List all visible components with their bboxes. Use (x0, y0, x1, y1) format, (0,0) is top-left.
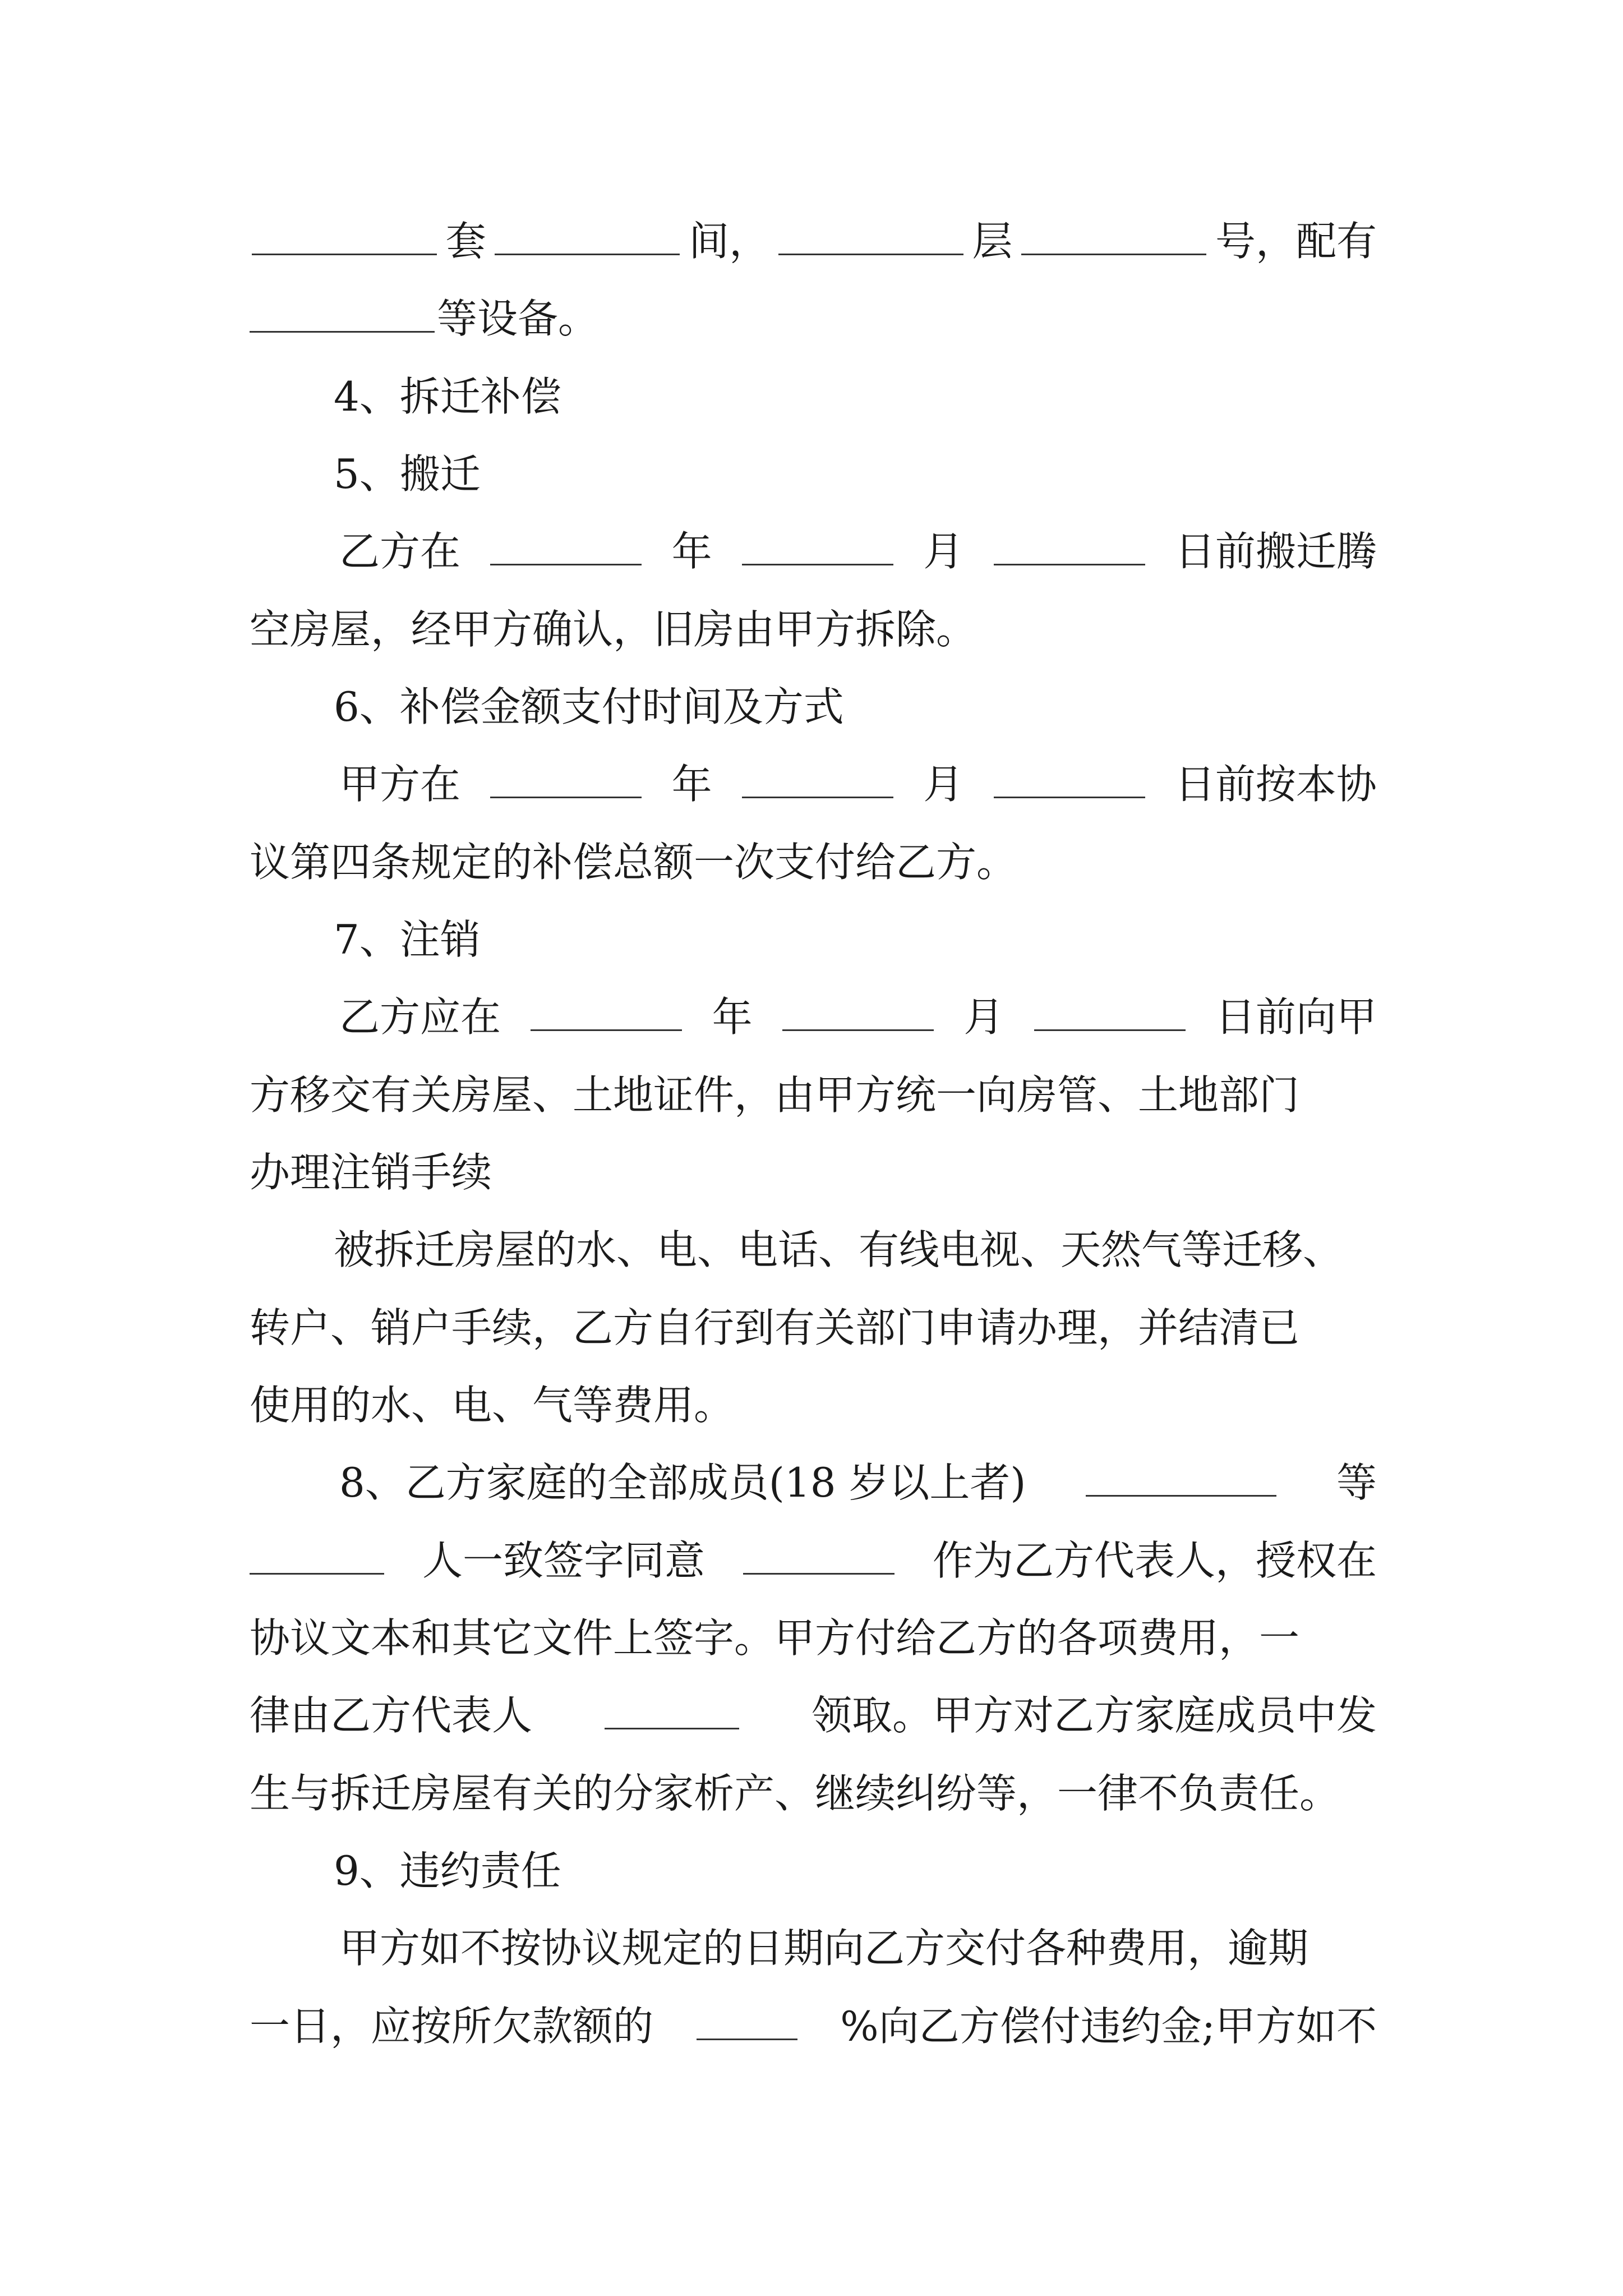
fill-blank (778, 214, 963, 255)
text-span: 一日，应按所欠款额的 (250, 2003, 654, 2050)
fill-blank (697, 1999, 797, 2040)
text-span: 月 (923, 761, 964, 808)
text-span: 号，配有 (1215, 218, 1377, 265)
text-line: 空房屋，经甲方确认，旧房由甲方拆除。 (250, 606, 977, 653)
text-line (250, 1993, 1377, 2060)
text-line: 方移交有关房屋、土地证件，由甲方统一向房管、土地部门 (250, 1071, 1300, 1119)
text-line: 协议文本和其它文件上签字。甲方付给乙方的各项费用，一 (250, 1614, 1300, 1662)
text-span: 年 (671, 528, 712, 575)
text-span: 律由乙方代表人 (250, 1692, 533, 1739)
text-span: 年 (671, 761, 712, 808)
fill-blank (250, 1534, 384, 1575)
text-line: 转户、销户手续，乙方自行到有关部门申请办理，并结清已 (250, 1304, 1300, 1351)
text-span: 人一致签字同意 (422, 1537, 705, 1584)
text-span: 等 (1336, 1459, 1377, 1506)
section-heading: 4、拆迁补偿 (334, 373, 561, 420)
text-span: 8、乙方家庭的全部成员(18 岁以上者) (339, 1459, 1026, 1506)
text-line (250, 1682, 1377, 1749)
fill-blank (1086, 1456, 1276, 1497)
fill-blank (252, 214, 437, 255)
fill-blank (1034, 990, 1186, 1031)
fill-blank (490, 524, 642, 565)
text-span: %向乙方偿付违约金;甲方如不 (840, 2003, 1377, 2050)
text-span: 层 (972, 218, 1013, 265)
text-span: 套 (445, 218, 486, 265)
section-heading: 5、搬迁 (334, 450, 481, 498)
text-span: 领取。甲方对乙方家庭成员中发 (811, 1692, 1377, 1739)
fill-blank (743, 1534, 895, 1575)
section-heading: 6、补偿金额支付时间及方式 (334, 683, 844, 730)
text-span: 月 (963, 993, 1004, 1041)
text-line (339, 518, 1377, 585)
text-span: 年 (712, 993, 753, 1041)
text-line (339, 983, 1377, 1051)
text-span: 日前向甲 (1215, 993, 1377, 1041)
text-span: 甲方在 (339, 761, 461, 808)
fill-blank (605, 1688, 739, 1729)
fill-blank (994, 524, 1145, 565)
fill-blank (490, 757, 642, 798)
text-line: 使用的水、电、气等费用。 (250, 1382, 735, 1429)
text-line: 被拆迁房屋的水、电、电话、有线电视、天然气等迁移、 (334, 1226, 1344, 1273)
text-span: 间， (689, 218, 770, 265)
fill-blank (531, 990, 682, 1031)
text-line: 生与拆迁房屋有关的分家析产、继续纠纷等，一律不负责任。 (250, 1770, 1340, 1817)
text-line (339, 1449, 1377, 1516)
text-span: 月 (923, 528, 964, 575)
text-line (250, 285, 1377, 352)
text-span: 乙方应在 (339, 993, 501, 1041)
text-span: 日前搬迁腾 (1174, 528, 1377, 575)
text-line: 议第四条规定的补偿总额一次支付给乙方。 (250, 839, 1017, 886)
section-heading: 9、违约责任 (334, 1847, 561, 1894)
fill-blank (742, 757, 893, 798)
text-line (250, 208, 1377, 275)
fill-blank (782, 990, 934, 1031)
text-span: 日前按本协 (1174, 761, 1377, 808)
text-span: 作为乙方代表人，授权在 (932, 1537, 1377, 1584)
text-span: 等设备。 (437, 295, 599, 342)
text-line: 甲方如不按协议规定的日期向乙方交付各种费用，逾期 (339, 1925, 1309, 1972)
section-heading: 7、注销 (334, 916, 481, 963)
text-line (339, 751, 1377, 818)
fill-blank (250, 292, 435, 333)
text-line (250, 1527, 1377, 1594)
text-span: 乙方在 (339, 528, 461, 575)
fill-blank (994, 757, 1145, 798)
text-line: 办理注销手续 (250, 1149, 492, 1196)
fill-blank (1021, 214, 1206, 255)
fill-blank (742, 524, 893, 565)
fill-blank (495, 214, 680, 255)
